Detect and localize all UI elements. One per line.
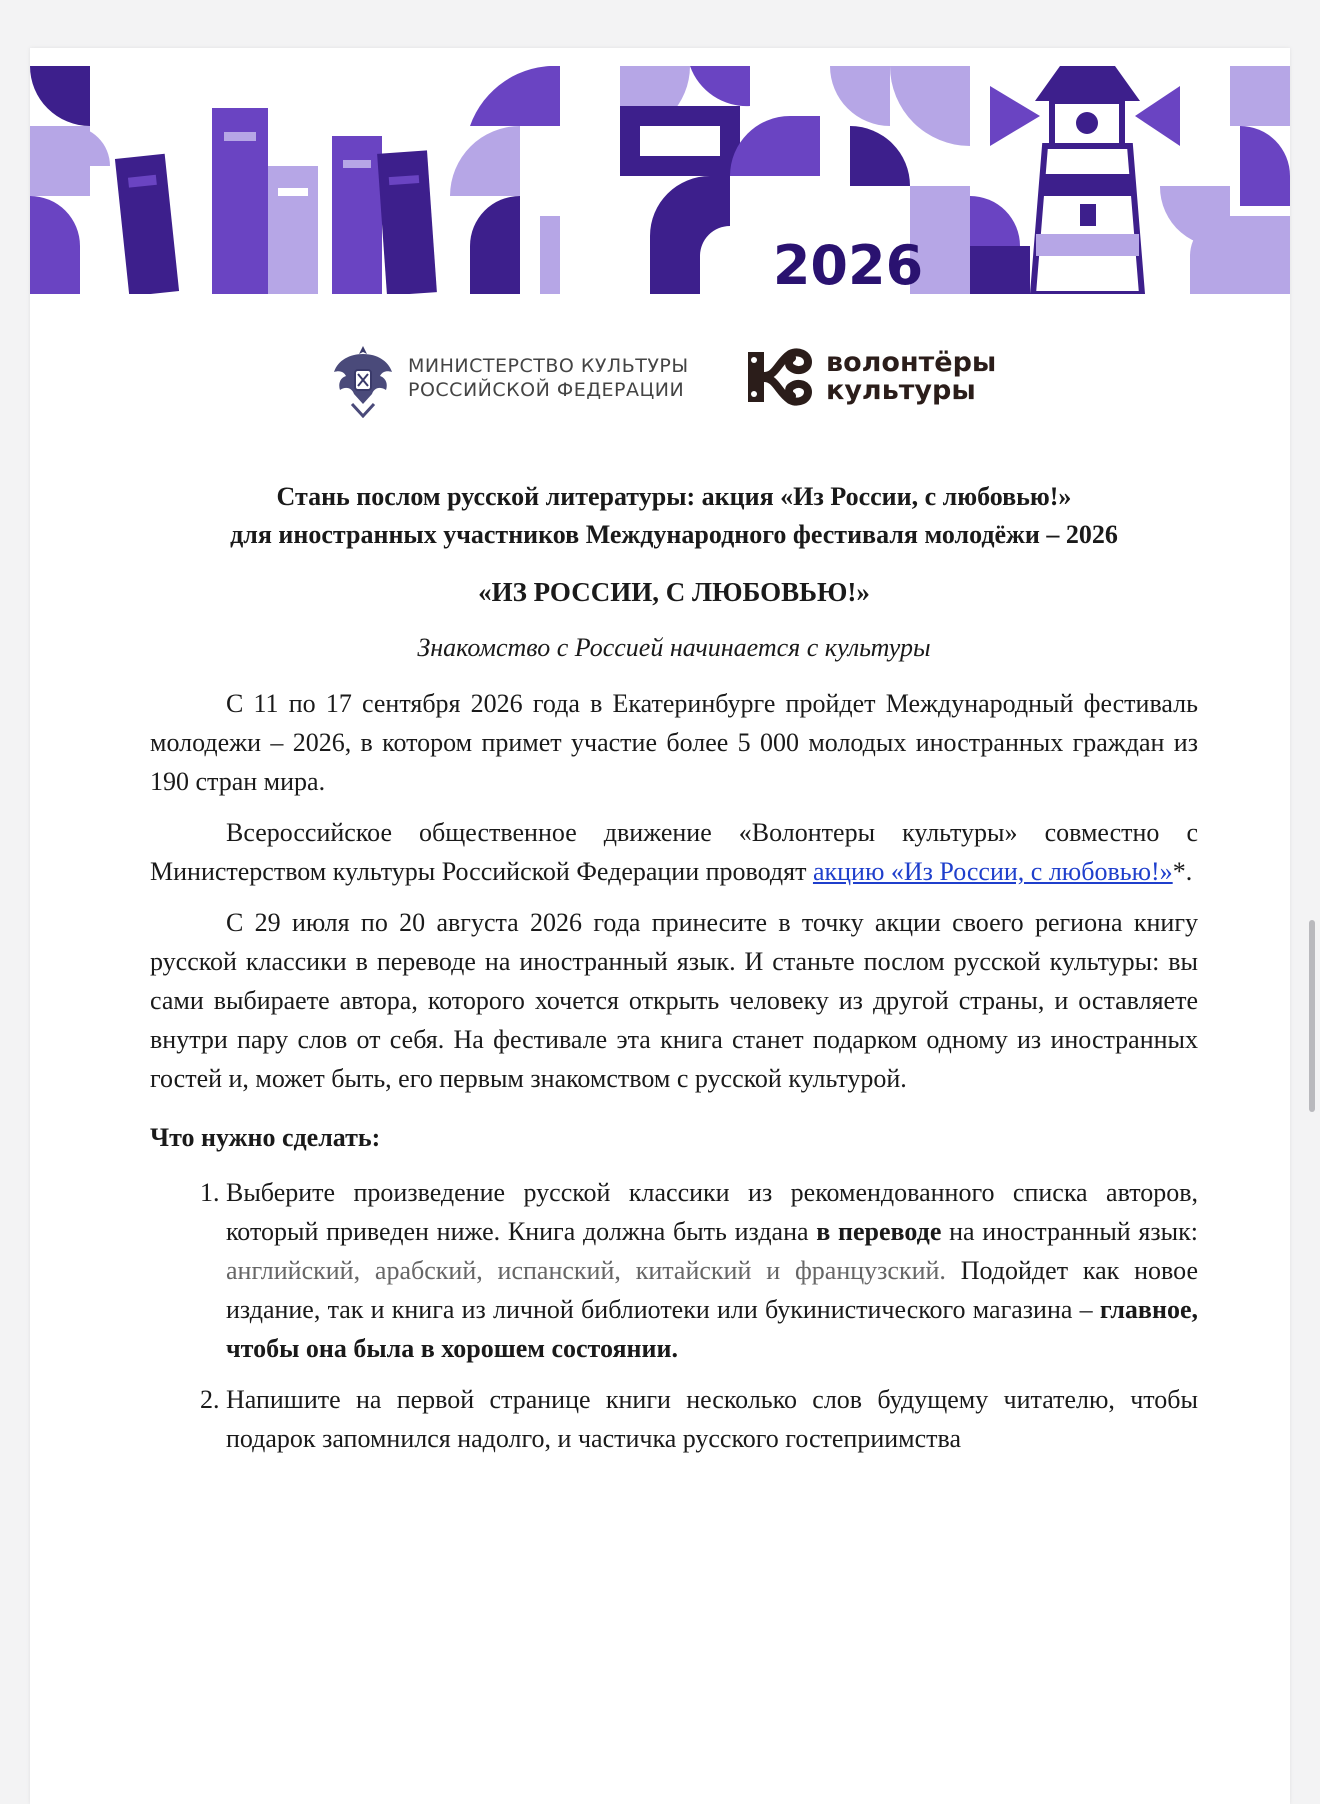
title-line-2: для иностранных участников Международного фестиваля молодёжи – 2026	[230, 520, 1118, 549]
banner-shape	[650, 176, 730, 294]
howto-heading: Что нужно сделать:	[150, 1123, 381, 1152]
banner-year: 2026	[772, 234, 924, 294]
paragraph-festival: С 11 по 17 сентября 2026 года в Екатеринбурге пройдет Международный фестиваль молодежи – 2026, в котором примет участие более 5 000 молодых иностранных граждан из 190 стран мира.	[150, 689, 1198, 796]
banner-shape	[850, 126, 910, 186]
banner-shape	[690, 66, 750, 106]
scrollbar[interactable]	[1302, 0, 1320, 1804]
paragraph-dates: С 29 июля по 20 августа 2026 года принесите в точку акции своего региона книгу русской классики в переводе на иностранный язык. И станьте послом русской культуры: вы сами выбираете автора, которого хочется открыть человеку из другой страны, и оставляете внутри пару слов от себя. На фестивале эта книга станет подарком одному из иностранных гостей и, может быть, его первым знакомством с русской культурой.	[150, 908, 1198, 1093]
lighthouse-shape	[1076, 112, 1098, 134]
banner-shape	[990, 86, 1040, 146]
lighthouse-shape	[1040, 174, 1135, 196]
ministry-name	[408, 354, 689, 402]
banner-shape	[970, 246, 1030, 294]
volunteers-line-2: культуры	[826, 375, 976, 406]
campaign-link[interactable]: акцию «Из России, с любовью!»	[812, 857, 1173, 886]
book-shape	[224, 132, 256, 141]
ministry-logo	[330, 338, 689, 418]
para2-text: Всероссийское общественное движение «Волонтеры культуры» совместно с Министерством культуры Российской Федерации проводят	[150, 818, 1198, 886]
campaign-name-heading: «ИЗ РОССИИ, С ЛЮБОВЬЮ!»	[478, 577, 870, 607]
festival-banner	[30, 66, 1290, 294]
volunteers-k-icon	[742, 346, 816, 408]
step1-bold-translation: в переводе	[816, 1217, 942, 1246]
banner-shape	[1190, 216, 1290, 294]
step1-text-2: на иностранный язык:	[941, 1217, 1198, 1246]
document-content	[150, 478, 1198, 1470]
banner-shape	[30, 66, 90, 126]
step1-bold-condition: главное, чтобы она была в хорошем состоянии.	[226, 1295, 1198, 1363]
ministry-line-2: РОССИЙСКОЙ ФЕДЕРАЦИИ	[408, 379, 685, 401]
step-item-1	[226, 1173, 1198, 1368]
book-shape	[343, 160, 371, 168]
para2-footnote-mark: *.	[1172, 857, 1193, 886]
document-page	[30, 48, 1290, 1804]
book-shape	[115, 154, 179, 294]
lighthouse-shape	[1080, 204, 1096, 226]
step1-text-3: Подойдет как новое издание, так и книга из личной библиотеки или букинистического магазина –	[226, 1256, 1198, 1324]
book-shape	[278, 188, 308, 196]
banner-shape	[1135, 86, 1180, 146]
volunteers-logo	[742, 346, 996, 408]
title-line-1: Стань послом русской литературы: акция «Из России, с любовью!»	[276, 482, 1072, 511]
banner-shape	[1230, 66, 1290, 126]
lighthouse-shape	[1035, 66, 1140, 101]
banner-shape	[470, 66, 560, 126]
paragraph-organizers	[150, 813, 1198, 891]
banner-shape	[890, 66, 970, 146]
ministry-line-1: МИНИСТЕРСТВО КУЛЬТУРЫ	[408, 355, 689, 377]
banner-shape	[1240, 126, 1290, 206]
partner-logos	[30, 338, 1290, 438]
step-item-2: 2. Напишите на первой странице книги несколько слов будущему читателю, чтобы подарок запомнился надолго, и частичка русского гостеприимства	[226, 1380, 1198, 1458]
steps-list	[150, 1173, 1198, 1458]
eagle-emblem-icon	[330, 338, 396, 418]
volunteers-line-1: волонтёры	[826, 347, 997, 378]
banner-shape	[730, 116, 820, 176]
step1-languages: английский, арабский, испанский, китайский и французский.	[226, 1256, 946, 1285]
book-shape	[377, 150, 437, 294]
banner-shape	[30, 196, 80, 294]
banner-shape	[540, 216, 560, 294]
banner-shape	[450, 126, 520, 196]
lighthouse-shape	[1036, 234, 1139, 256]
banner-shape	[70, 126, 110, 166]
slogan: Знакомство с Россией начинается с культуры	[417, 633, 931, 662]
banner-shape	[970, 196, 1020, 246]
step1-text: Выберите произведение русской классики из рекомендованного списка авторов, который приведен ниже. Книга должна быть издана	[226, 1178, 1198, 1246]
volunteers-name	[826, 349, 996, 405]
banner-shape	[470, 196, 520, 294]
book-shape	[268, 166, 318, 294]
book-shape	[332, 136, 382, 294]
banner-shape	[630, 116, 730, 166]
document-title	[150, 478, 1198, 554]
scrollbar-thumb[interactable]	[1309, 920, 1315, 1112]
